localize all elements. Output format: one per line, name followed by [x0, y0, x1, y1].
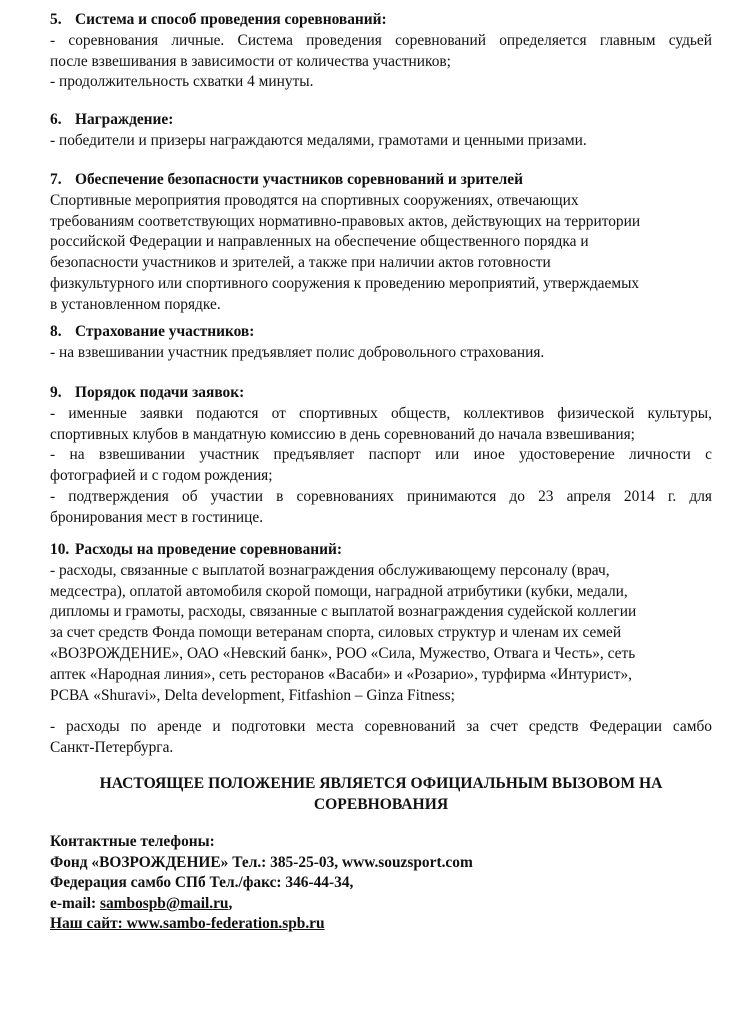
official-call-heading: [50, 773, 712, 815]
paragraph-line: фотографией и с годом рождения;: [50, 467, 273, 485]
email-contact: [50, 894, 712, 915]
section-title: Обеспечение безопасности участников соревнований и зрителей: [75, 171, 523, 188]
official-call-line: НАСТОЯЩЕЕ ПОЛОЖЕНИЕ ЯВЛЯЕТСЯ ОФИЦИАЛЬНЫМ ВЫЗОВОМ НА: [99, 775, 663, 792]
section-number: 9.: [50, 384, 62, 401]
paragraph-line: в установленном порядке.: [50, 295, 221, 313]
section-heading: [50, 383, 712, 404]
section-5: [50, 10, 712, 93]
section-8: [50, 322, 712, 364]
section-heading: [50, 10, 712, 31]
section-title: Страхование участников:: [75, 323, 255, 340]
section-6: [50, 110, 712, 152]
paragraph-line: безопасности участников и зрителей, а также при наличии актов готовности: [50, 254, 551, 272]
paragraph-line: после взвешивания в зависимости от количества участников;: [50, 52, 451, 70]
section-title: Система и способ проведения соревнований:: [75, 11, 387, 28]
website-link[interactable]: Наш сайт: www.sambo-federation.spb.ru: [50, 915, 325, 933]
section-title: Награждение:: [75, 111, 174, 128]
section-number: 6.: [50, 111, 62, 128]
section-number: 10.: [50, 541, 70, 558]
paragraph-line: - расходы по аренде и подготовки места соревнований за счет средств Федерации самбо: [50, 718, 712, 735]
section-number: 7.: [50, 171, 62, 188]
fund-contact: Фонд «ВОЗРОЖДЕНИЕ» Тел.: 385-25-03, www.souzsport.com: [50, 853, 473, 871]
paragraph-line: - подтверждения об участии в соревнованиях принимаются до 23 апреля 2014 г. для: [50, 487, 712, 505]
paragraph-line: аптек «Народная линия», сеть ресторанов «Васаби» и «Розарио», турфирма «Интурист»,: [50, 665, 633, 683]
section-title: Порядок подачи заявок:: [75, 384, 245, 401]
email-label: e-mail:: [50, 894, 100, 912]
section-heading: [50, 110, 712, 131]
section-9: [50, 383, 712, 529]
paragraph-line: Санкт-Петербурга.: [50, 738, 174, 756]
paragraph-line: - продолжительность схватки 4 минуты.: [50, 73, 314, 91]
paragraph-line: - соревнования личные. Система проведения соревнований определяется главным судьей: [50, 31, 712, 49]
paragraph-line: медсестра), оплатой автомобиля скорой помощи, наградной атрибутики (кубки, медали,: [50, 582, 628, 600]
paragraph-line: спортивных клубов в мандатную комиссию в день соревнований до начала взвешивания;: [50, 425, 635, 443]
paragraph-line: Спортивные мероприятия проводятся на спортивных сооружениях, отвечающих: [50, 191, 579, 209]
paragraph-line: - победители и призеры награждаются медалями, грамотами и ценными призами.: [50, 131, 587, 149]
section-heading: [50, 322, 712, 343]
section-heading: [50, 170, 712, 191]
contacts-heading: Контактные телефоны:: [50, 833, 215, 850]
paragraph-line: - именные заявки подаются от спортивных обществ, коллективов физической культуры,: [50, 404, 712, 422]
section-number: 5.: [50, 11, 62, 28]
official-call-line: СОРЕВНОВАНИЯ: [313, 796, 449, 813]
paragraph-line: физкультурного или спортивного сооружения к проведению мероприятий, утверждаемых: [50, 274, 640, 292]
section-10-extra: [50, 717, 712, 759]
section-number: 8.: [50, 323, 62, 340]
paragraph-line: дипломы и грамоты, расходы, связанные с выплатой вознаграждения судейской коллегии: [50, 603, 637, 621]
paragraph-line: за счет средств Фонда помощи ветеранам спорта, силовых структур и членам их семей: [50, 624, 622, 642]
paragraph-line: - на взвешивании участник предъявляет полис добровольного страхования.: [50, 343, 545, 361]
email-link[interactable]: sambospb@mail.ru: [100, 894, 229, 912]
paragraph-line: бронирования мест в гостинице.: [50, 508, 264, 526]
paragraph-line: РСВА «Shuravi», Delta development, Fitfashion – Ginza Fitness;: [50, 686, 455, 704]
paragraph-line: - расходы, связанные с выплатой вознаграждения обслуживающему персоналу (врач,: [50, 561, 610, 579]
contacts-block: [50, 832, 712, 935]
section-7: [50, 170, 712, 316]
section-heading: [50, 540, 712, 561]
section-10: [50, 540, 712, 706]
email-suffix: ,: [228, 894, 233, 912]
paragraph-line: российской Федерации и направленных на обеспечение общественного порядка и: [50, 233, 589, 251]
federation-contact: Федерация самбо СПб Тел./факс: 346-44-34,: [50, 874, 354, 892]
paragraph-line: «ВОЗРОЖДЕНИЕ», ОАО «Невский банк», РОО «Сила, Мужество, Отвага и Честь», сеть: [50, 644, 636, 662]
paragraph-line: - на взвешивании участник предъявляет паспорт или иное удостоверение личности с: [50, 446, 712, 464]
paragraph-line: требованиям соответствующих нормативно-правовых актов, действующих на территории: [50, 212, 641, 230]
section-title: Расходы на проведение соревнований:: [75, 541, 342, 558]
